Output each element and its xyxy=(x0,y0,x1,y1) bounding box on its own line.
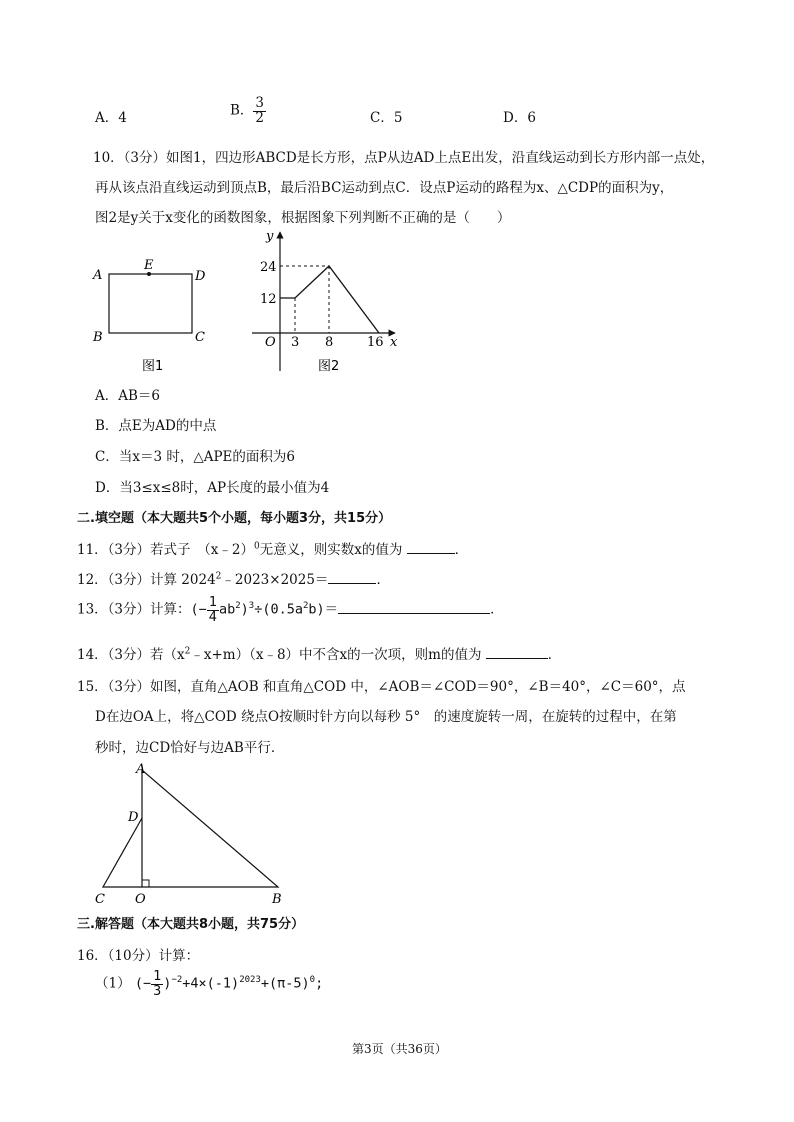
q12-text-a: 12．（3分）计算 2024 xyxy=(77,572,216,588)
q15-figure xyxy=(90,758,300,908)
q16-expr-e: ; xyxy=(315,975,324,992)
q10-option-b: B．点E为AD的中点 xyxy=(95,418,217,434)
q15-line3: 秒时，边CD恰好与边AB平行． xyxy=(95,740,285,756)
q16-part1-label: （1） xyxy=(95,975,131,992)
tick-x8: 8 xyxy=(325,335,334,350)
q13-numerator: 1 xyxy=(208,594,217,610)
q12-text-b: ﹣2023×2025＝ xyxy=(221,572,329,588)
label-o: O xyxy=(135,892,146,907)
q10-line2: 再从该点沿直线运动到顶点B，最后沿BC运动到点C．设点P运动的路程为x、△CDP的面积为y， xyxy=(95,180,674,196)
label-d: D xyxy=(128,810,139,825)
q16-sup2: 2023 xyxy=(239,975,261,985)
tick-x16: 16 xyxy=(367,335,384,350)
q16-denominator: 3 xyxy=(153,982,162,999)
section2-heading: 二.填空题（本大题共5个小题，每小题3分，共15分） xyxy=(77,511,392,526)
page-footer: 第3页（共36页） xyxy=(352,1042,447,1056)
q9-b-numerator: 3 xyxy=(255,95,265,111)
q13-sup1: 2 xyxy=(235,601,241,611)
label-b: B xyxy=(93,330,103,345)
q16-sup1: −2 xyxy=(171,975,183,985)
q13-denominator: 4 xyxy=(208,608,217,625)
figure1-caption: 图1 xyxy=(142,359,164,372)
q13-fraction xyxy=(207,596,219,624)
q16-title: 16．（10分）计算： xyxy=(77,948,200,964)
q10-option-a: A．AB＝6 xyxy=(95,388,161,404)
origin-label: O xyxy=(265,335,276,350)
q13-answer-blank[interactable] xyxy=(338,601,490,614)
q11-answer-blank[interactable] xyxy=(407,541,455,554)
q12: 12．（3分）计算 $2024^2﹣2023\times 2025=$ ． xyxy=(77,571,390,588)
label-b: B xyxy=(272,892,282,907)
q16-fraction xyxy=(151,970,163,998)
section3-heading: 三.解答题（本大题共8小题，共75分） xyxy=(77,917,305,932)
q9-option-c: C．5 xyxy=(370,110,403,126)
label-c: C xyxy=(195,330,205,345)
rectangle-abcd xyxy=(109,274,192,333)
q13-sup3: 2 xyxy=(302,601,309,611)
q14: 14．（3分）若$(x^2﹣x+m)(x﹣8)$中不含x的一次项，则m的值为 ． xyxy=(77,646,562,663)
label-a: A xyxy=(136,762,146,777)
tick-y24: 24 xyxy=(260,260,277,275)
q12-sup: 2 xyxy=(215,571,222,582)
q16-expr-b: ) xyxy=(163,975,172,992)
axis-label-y: y xyxy=(266,229,274,244)
label-a: A xyxy=(93,268,103,283)
triangle-aob xyxy=(142,770,278,887)
q16-part1 xyxy=(95,970,323,998)
q9-option-b-fraction xyxy=(253,97,266,125)
q10-figure2 xyxy=(250,226,410,376)
q14-sup: 2 xyxy=(184,646,191,657)
q15-line1: 15．（3分）如图，直角△AOB 和直角△COD 中，∠AOB＝∠COD＝90°，∠B＝40°，∠C＝60°，点 xyxy=(77,679,686,695)
label-e: E xyxy=(144,258,154,273)
figure2-caption: 图2 xyxy=(318,359,340,374)
q11: 11．（3分）若式子 （x﹣2）$^0$无意义，则实数x的值为 ． xyxy=(77,541,469,558)
q13-text: 13．（3分）计算： xyxy=(77,601,191,618)
right-angle-mark xyxy=(142,880,149,887)
q15-line2: D在边OA上，将△COD 绕点O按顺时针方向以每秒 5° 的速度旋转一周，在旋转的过程中，在第 xyxy=(95,709,677,725)
triangle-cod xyxy=(103,818,142,887)
q13-sup2: 3 xyxy=(248,601,255,611)
q10-figure1 xyxy=(88,252,218,372)
q10-option-d: D．当3≤x≤8时，AP长度的最小值为4 xyxy=(95,480,330,496)
q11-sup: 0 xyxy=(253,541,260,552)
q9-b-denominator: 2 xyxy=(255,109,265,126)
q9-option-b xyxy=(230,97,266,125)
q16-expr-a: (− xyxy=(134,975,152,992)
q16-numerator: 1 xyxy=(153,968,162,984)
q13-expr-e: b)＝ xyxy=(308,601,339,618)
tick-x3: 3 xyxy=(291,335,300,350)
q13: 13．（3分）计算：(− $\frac{1}{4}$ $ab^2)^3\div(0.5a^2b)=$ ． xyxy=(77,594,504,625)
q9-option-d: D．6 xyxy=(503,110,536,126)
label-c: C xyxy=(95,892,105,907)
q12-answer-blank[interactable] xyxy=(328,571,376,584)
q16-expr-c: +4×(-1) xyxy=(182,975,240,992)
q14-text-b: ﹣x+m）（x﹣8）中不含x的一次项，则m的值为 xyxy=(190,647,482,663)
q14-answer-blank[interactable] xyxy=(486,646,548,659)
q10-option-c: C．当x＝3 时，△APE的面积为6 xyxy=(95,449,295,465)
q16-sup3: 0 xyxy=(309,975,316,985)
q16-expr-d: +(π-5) xyxy=(260,975,310,992)
axis-label-x: x xyxy=(390,335,398,350)
label-d: D xyxy=(195,269,206,284)
q11-text-b: 无意义，则实数x的值为 xyxy=(259,542,403,558)
q9-option-b-label: B． xyxy=(230,102,254,119)
q10-line3: 图2是y关于x变化的函数图象，根据图象下列判断不正确的是（ ） xyxy=(95,210,511,226)
q13-expr-b: ab xyxy=(218,601,236,618)
tick-y12: 12 xyxy=(260,292,277,307)
q11-text-a: 11．（3分）若式子 （x﹣2） xyxy=(77,542,254,558)
q14-text-a: 14．（3分）若（x xyxy=(77,647,185,663)
q13-expr-c: ) xyxy=(240,601,249,618)
q13-expr-a: (− xyxy=(190,601,207,618)
q9-option-a: A．4 xyxy=(95,110,127,126)
q10-line1: 10．（3分）如图1，四边形ABCD是长方形，点P从边AD上点E出发，沿直线运动到长方形内部一点处， xyxy=(93,150,715,166)
q13-expr-d: ÷(0.5a xyxy=(254,601,303,618)
